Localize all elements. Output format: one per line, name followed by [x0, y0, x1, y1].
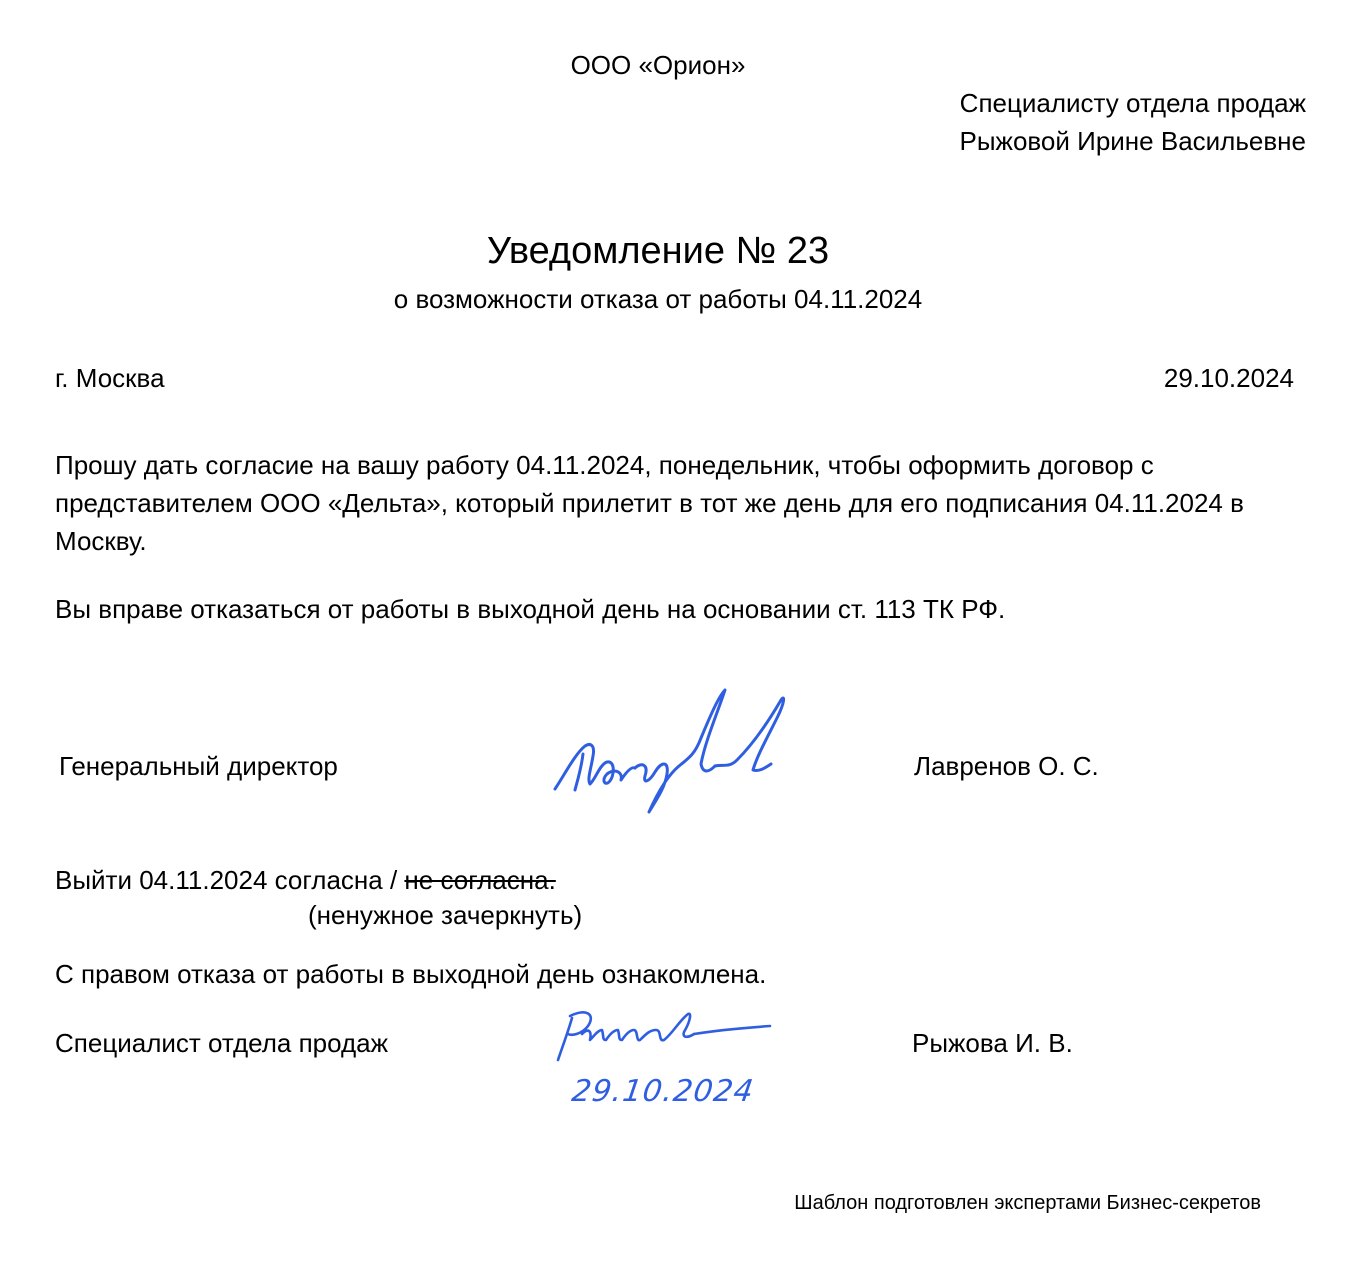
consent-line — [55, 861, 556, 899]
request-text: Прошу дать согласие на вашу работу 04.11.2024, понедельник, чтобы оформить договор с представителем ООО «Дельта», который прилетит в тот же день для его подписания 04.11.2024 в Москву. — [55, 450, 1244, 556]
employee-signature — [542, 1000, 782, 1070]
director-signature-drawing — [545, 684, 795, 824]
document-title: Уведомление № 23 — [486, 230, 830, 272]
consent-hint: (ненужное зачеркнуть) — [308, 900, 583, 930]
document-subtitle: о возможности отказа от работы 04.11.2024 — [393, 284, 923, 314]
request-paragraph — [55, 446, 1255, 560]
handwritten-date: 29.10.2024 — [569, 1074, 757, 1109]
addressee-position: Специалисту отдела продаж — [959, 88, 1306, 118]
director-name: Лавренов О. С. — [914, 751, 1099, 781]
right-notice-text: Вы вправе отказаться от работы в выходной день на основании ст. 113 ТК РФ. — [55, 594, 1006, 624]
employee-position: Специалист отдела продаж — [55, 1028, 389, 1058]
director-signature — [545, 684, 795, 824]
document-city: г. Москва — [55, 363, 165, 393]
addressee-block — [960, 84, 1306, 160]
consent-struck-text: не согласна. — [404, 865, 556, 895]
organization-name: ООО «Орион» — [570, 50, 746, 80]
document-date: 29.10.2024 — [1163, 363, 1294, 393]
director-position: Генеральный директор — [59, 751, 338, 781]
employee-signature-drawing — [542, 1000, 782, 1070]
acknowledgment-text: С правом отказа от работы в выходной день ознакомлена. — [55, 959, 767, 989]
employee-name: Рыжова И. В. — [912, 1028, 1073, 1058]
addressee-name: Рыжовой Ирине Васильевне — [959, 126, 1306, 156]
consent-text: Выйти 04.11.2024 согласна / — [55, 865, 405, 895]
template-footer-note: Шаблон подготовлен экспертами Бизнес-секретов — [794, 1192, 1261, 1214]
